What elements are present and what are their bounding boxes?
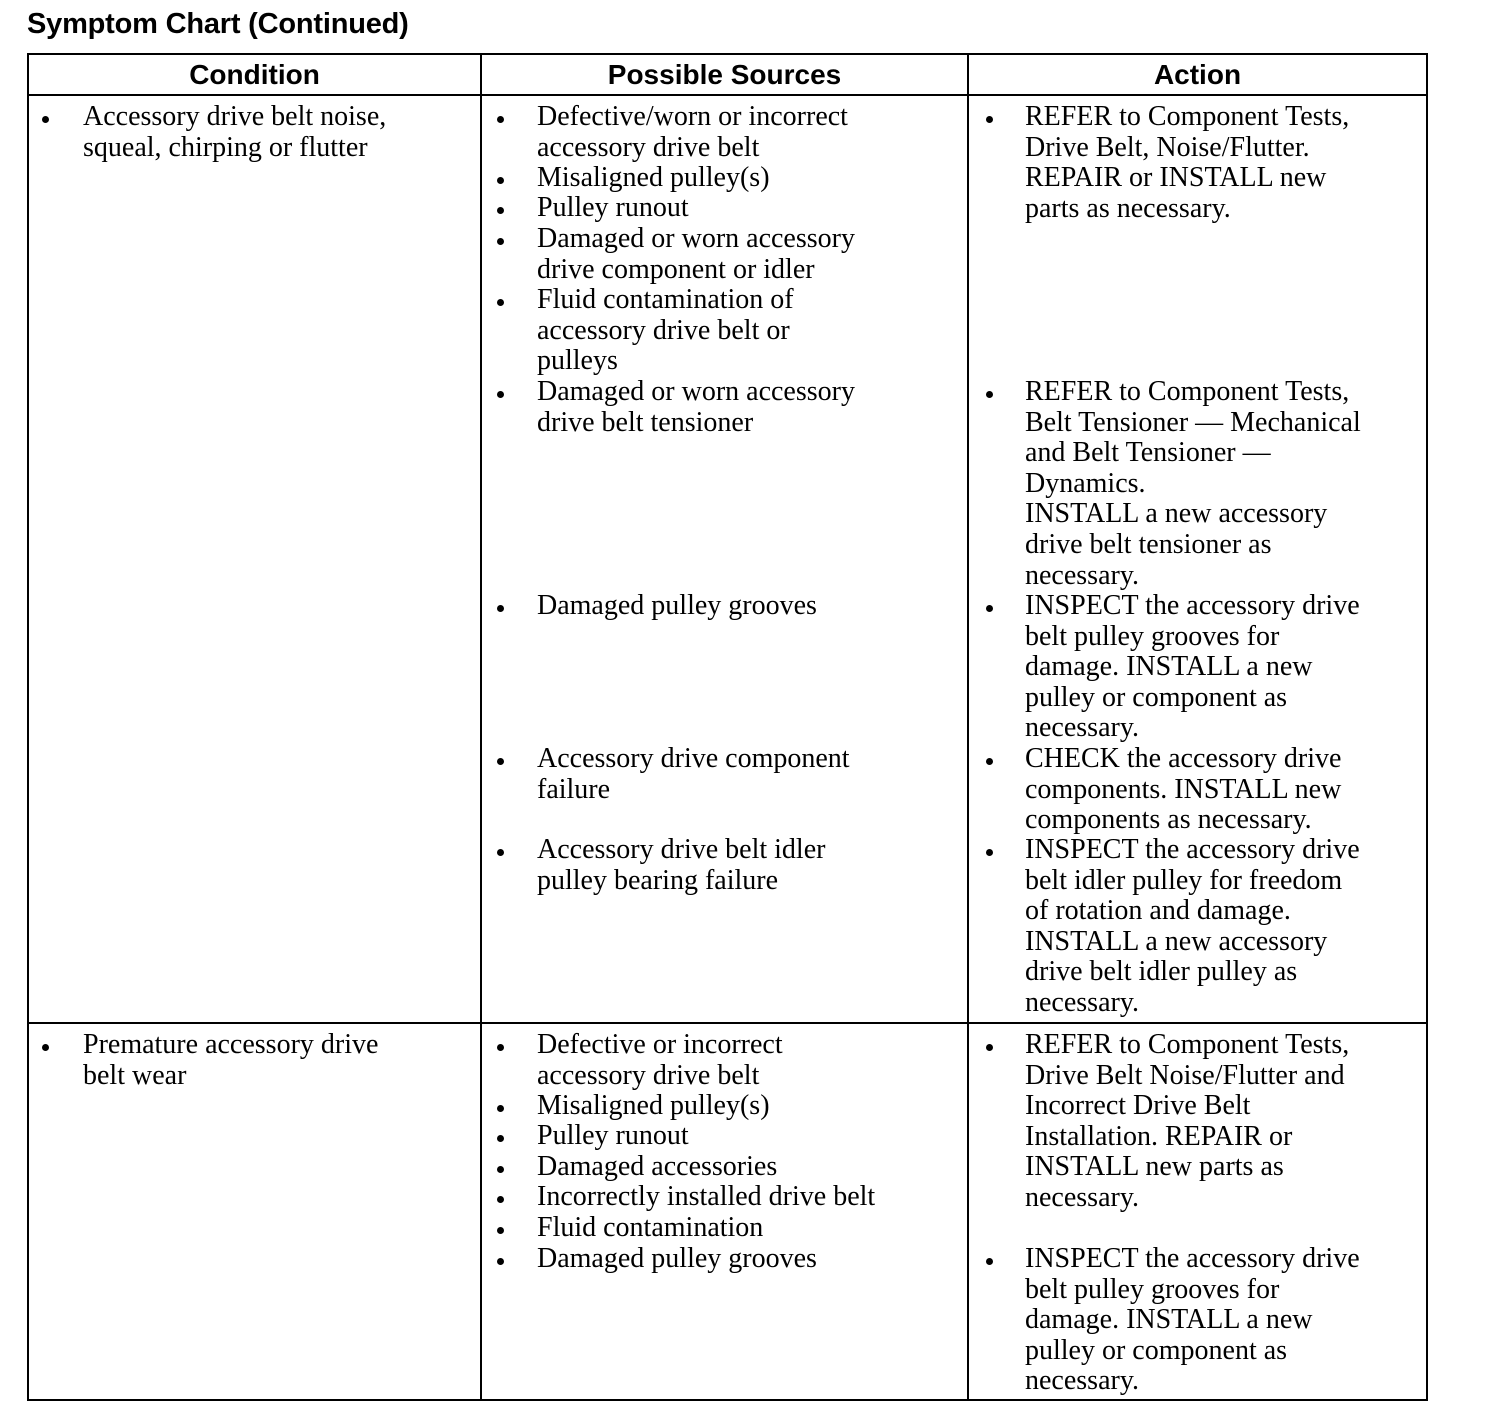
header-sources: Possible Sources — [607, 59, 842, 90]
bullet-icon — [42, 1044, 49, 1051]
source-item: Damaged pulley grooves — [537, 590, 817, 621]
action-item: REFER to Component Tests, Belt Tensioner — Mechanical and Belt Tensioner — Dynamics. INSTALL a new accessory drive belt tensioner as necessary. — [1025, 376, 1361, 591]
bullet-icon — [497, 605, 504, 612]
bullet-icon — [497, 116, 504, 123]
bullet-icon — [497, 238, 504, 245]
source-item: Pulley runout — [537, 192, 689, 223]
bullet-icon — [986, 116, 993, 123]
source-item: Fluid contamination — [537, 1212, 764, 1243]
page-title: Symptom Chart (Continued) — [27, 8, 409, 40]
action-item: CHECK the accessory drive components. INSTALL new components as necessary. — [1025, 743, 1342, 836]
bullet-icon — [497, 1044, 504, 1051]
bullet-icon — [986, 1258, 993, 1265]
source-item: Incorrectly installed drive belt — [537, 1181, 876, 1212]
bullet-icon — [497, 1258, 504, 1265]
bullet-icon — [986, 391, 993, 398]
header-condition: Condition — [189, 59, 320, 90]
bullet-icon — [497, 177, 504, 184]
column-divider — [967, 53, 969, 1401]
bullet-icon — [497, 1196, 504, 1203]
bullet-icon — [497, 758, 504, 765]
bullet-icon — [42, 116, 49, 123]
source-item: Fluid contamination of accessory drive belt or pulleys — [537, 284, 794, 377]
condition-text: Premature accessory drive belt wear — [83, 1029, 379, 1091]
bullet-icon — [497, 849, 504, 856]
bullet-icon — [497, 1227, 504, 1234]
action-item: REFER to Component Tests, Drive Belt, Noise/Flutter. REPAIR or INSTALL new parts as necessary. — [1025, 101, 1350, 224]
source-item: Damaged or worn accessory drive belt tensioner — [537, 376, 855, 438]
action-item: INSPECT the accessory drive belt pulley grooves for damage. INSTALL a new pulley or component as necessary. — [1025, 1243, 1360, 1397]
bullet-icon — [986, 758, 993, 765]
source-item: Accessory drive component failure — [537, 743, 850, 805]
row-divider — [27, 1022, 1428, 1024]
source-item: Misaligned pulley(s) — [537, 162, 770, 193]
column-divider — [480, 53, 482, 1401]
bullet-icon — [497, 299, 504, 306]
action-item: REFER to Component Tests, Drive Belt Noise/Flutter and Incorrect Drive Belt Installation. REPAIR or INSTALL new parts as necessary. — [1025, 1029, 1350, 1213]
source-item: Pulley runout — [537, 1120, 689, 1151]
source-item: Defective/worn or incorrect accessory drive belt — [537, 101, 848, 163]
bullet-icon — [497, 1135, 504, 1142]
source-item: Damaged or worn accessory drive component or idler — [537, 223, 855, 285]
source-item: Damaged pulley grooves — [537, 1243, 817, 1274]
bullet-icon — [497, 207, 504, 214]
header-divider — [27, 94, 1428, 96]
action-item: INSPECT the accessory drive belt pulley grooves for damage. INSTALL a new pulley or component as necessary. — [1025, 590, 1360, 744]
bullet-icon — [497, 391, 504, 398]
source-item: Defective or incorrect accessory drive belt — [537, 1029, 783, 1091]
bullet-icon — [986, 1044, 993, 1051]
condition-text: Accessory drive belt noise, squeal, chirping or flutter — [83, 101, 387, 163]
bullet-icon — [986, 605, 993, 612]
source-item: Accessory drive belt idler pulley bearing failure — [537, 834, 826, 896]
bullet-icon — [497, 1105, 504, 1112]
source-item: Damaged accessories — [537, 1151, 778, 1182]
bullet-icon — [986, 849, 993, 856]
action-item: INSPECT the accessory drive belt idler pulley for freedom of rotation and damage. INSTALL a new accessory drive belt idler pulley as necessary. — [1025, 834, 1360, 1018]
bullet-icon — [497, 1166, 504, 1173]
source-item: Misaligned pulley(s) — [537, 1090, 770, 1121]
header-action: Action — [1153, 59, 1242, 90]
